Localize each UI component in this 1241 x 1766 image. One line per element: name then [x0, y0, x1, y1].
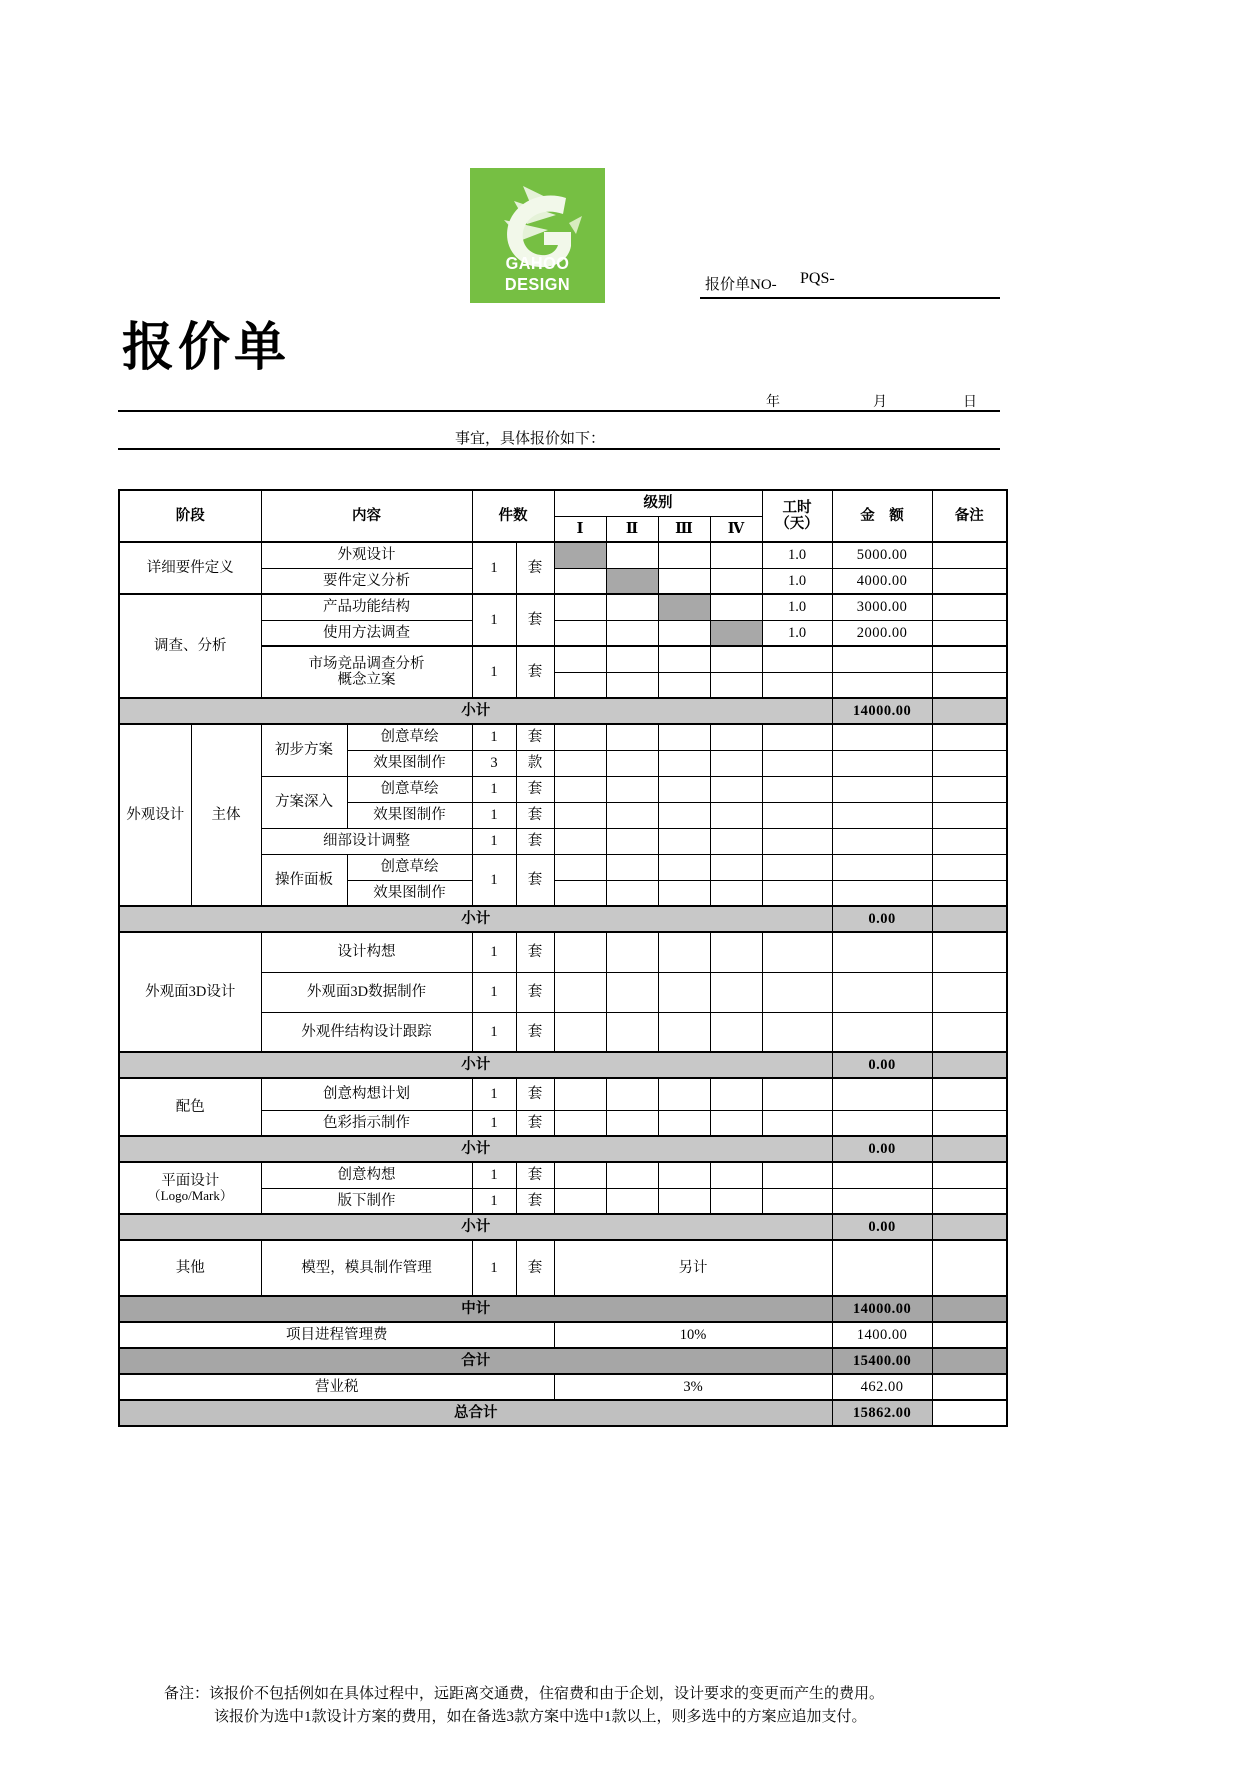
- level-cell-2: [606, 972, 658, 1012]
- tax-row: [119, 1374, 1007, 1400]
- level-cell-4: [710, 594, 762, 620]
- remark-cell: [932, 672, 1007, 698]
- midtotal-row: [119, 1296, 1007, 1322]
- content-cell: 使用方法调查: [261, 620, 472, 646]
- level-cell-3: [658, 802, 710, 828]
- unit-cell: 套: [516, 972, 554, 1012]
- stage-cell: 其他: [119, 1240, 261, 1296]
- amount-cell: [832, 802, 932, 828]
- content-cell: 外观面3D数据制作: [261, 972, 472, 1012]
- th-hours-line1: 工时: [782, 499, 812, 516]
- stage-cell: 外观设计: [119, 724, 191, 906]
- level-cell-3: [658, 620, 710, 646]
- subtotal-row: [119, 698, 1007, 724]
- th-level: 级别: [554, 490, 762, 516]
- table-row: [119, 1240, 1007, 1296]
- level-cell-4: [710, 1162, 762, 1188]
- mgmt-fee-label: 项目进程管理费: [119, 1322, 554, 1348]
- th-level-4: Ⅳ: [710, 516, 762, 542]
- amount-cell: [832, 1188, 932, 1214]
- level-cell-4: [710, 854, 762, 880]
- remark-cell: [932, 972, 1007, 1012]
- content-cell: 设计构想: [261, 932, 472, 972]
- qty-cell: 3: [472, 750, 516, 776]
- note-line-1: 备注：该报价不包括例如在具体过程中，远距离交通费，住宿费和由于企划，设计要求的变更而产生的费用。: [164, 1686, 885, 1702]
- extra-note-cell: 另计: [554, 1240, 832, 1296]
- level-cell-1: [554, 802, 606, 828]
- midtotal-amount: 14000.00: [832, 1296, 932, 1322]
- qty-cell: 1: [472, 802, 516, 828]
- level-cell-4: [710, 568, 762, 594]
- qty-cell: 1: [472, 1078, 516, 1110]
- level-cell-1: [554, 1110, 606, 1136]
- level-cell-2: [606, 854, 658, 880]
- amount-cell: [832, 972, 932, 1012]
- amount-cell: [832, 724, 932, 750]
- gahoo-logo: [470, 168, 605, 303]
- amount-cell: [832, 1012, 932, 1052]
- th-qty: 件数: [472, 490, 554, 542]
- level-cell-4: [710, 802, 762, 828]
- qty-cell: 1: [472, 724, 516, 750]
- stage-line1: 平面设计: [161, 1172, 220, 1189]
- tax-amount: 462.00: [832, 1374, 932, 1400]
- level-cell-1: [554, 594, 606, 620]
- level-cell-1: [554, 750, 606, 776]
- amount-cell: [832, 1110, 932, 1136]
- remark-cell: [932, 1012, 1007, 1052]
- subtotal-amount: 0.00: [832, 1136, 932, 1162]
- level-cell-4: [710, 828, 762, 854]
- th-remark: 备注: [932, 490, 1007, 542]
- th-level-2: Ⅱ: [606, 516, 658, 542]
- quote-no-underline: [700, 297, 1000, 299]
- th-stage: 阶段: [119, 490, 261, 542]
- level-cell-1: [554, 776, 606, 802]
- level-cell-1: [554, 542, 606, 568]
- unit-cell: 套: [516, 932, 554, 972]
- amount-cell: 4000.00: [832, 568, 932, 594]
- footer-notes: [118, 1683, 1123, 1730]
- unit-cell: 套: [516, 802, 554, 828]
- content-cell: 创意草绘: [347, 854, 472, 880]
- unit-cell: 套: [516, 1012, 554, 1052]
- subtotal-label: 小计: [119, 698, 832, 724]
- level-cell-4: [710, 1110, 762, 1136]
- hours-cell: [762, 776, 832, 802]
- hours-cell: 1.0: [762, 568, 832, 594]
- subtotal-amount: 0.00: [832, 906, 932, 932]
- group-cell: 初步方案: [261, 724, 347, 776]
- level-cell-4: [710, 972, 762, 1012]
- qty-cell: 1: [472, 932, 516, 972]
- grand-total-label: 总合计: [119, 1400, 832, 1426]
- unit-cell: 套: [516, 828, 554, 854]
- level-cell-1: [554, 932, 606, 972]
- th-level-1: Ⅰ: [554, 516, 606, 542]
- content-cell: 效果图制作: [347, 802, 472, 828]
- tax-remark: [932, 1374, 1007, 1400]
- qty-cell: 1: [472, 1188, 516, 1214]
- table-row: [119, 1162, 1007, 1188]
- matter-text: 事宜，具体报价如下：: [455, 431, 606, 447]
- content-cell: [261, 646, 472, 698]
- level-cell-1: [554, 972, 606, 1012]
- content-cell: 创意构想计划: [261, 1078, 472, 1110]
- mgmt-fee-amount: 1400.00: [832, 1322, 932, 1348]
- qty-cell: 1: [472, 776, 516, 802]
- stage-cell: 调查、分析: [119, 594, 261, 698]
- content-line1: 市场竞品调查分析: [308, 655, 425, 672]
- amount-cell: [832, 1162, 932, 1188]
- remark-cell: [932, 646, 1007, 672]
- level-cell-1: [554, 646, 606, 672]
- subtotal-row: [119, 906, 1007, 932]
- hours-cell: [762, 1012, 832, 1052]
- th-hours: [762, 490, 832, 542]
- subtotal-amount: 0.00: [832, 1052, 932, 1078]
- total-amount: 15400.00: [832, 1348, 932, 1374]
- remark-cell: [932, 776, 1007, 802]
- subject-cell: 主体: [191, 724, 261, 906]
- table-row: [119, 932, 1007, 972]
- level-cell-1: [554, 620, 606, 646]
- remark-cell: [932, 1110, 1007, 1136]
- level-cell-2: [606, 776, 658, 802]
- remark-cell: [932, 542, 1007, 568]
- mgmt-fee-rate: 10%: [554, 1322, 832, 1348]
- grand-total-remark: [932, 1400, 1007, 1426]
- level-cell-2: [606, 620, 658, 646]
- content-cell: 效果图制作: [347, 750, 472, 776]
- content-cell: 要件定义分析: [261, 568, 472, 594]
- level-cell-3: [658, 854, 710, 880]
- stage-line2: （Logo/Mark）: [147, 1187, 233, 1203]
- total-row: [119, 1348, 1007, 1374]
- unit-cell: 套: [516, 854, 554, 906]
- logo-text: GAHOO DESIGN: [504, 253, 571, 294]
- level-cell-4: [710, 1078, 762, 1110]
- qty-cell: 1: [472, 1240, 516, 1296]
- group-cell: 方案深入: [261, 776, 347, 828]
- unit-cell: 套: [516, 594, 554, 646]
- unit-cell: 套: [516, 1188, 554, 1214]
- qty-cell: 1: [472, 828, 516, 854]
- remark-cell: [932, 1162, 1007, 1188]
- amount-cell: [832, 1078, 932, 1110]
- stage-cell: 外观面3D设计: [119, 932, 261, 1052]
- content-cell: 细部设计调整: [261, 828, 472, 854]
- hours-cell: [762, 750, 832, 776]
- tax-rate: 3%: [554, 1374, 832, 1400]
- level-cell-3: [658, 542, 710, 568]
- level-cell-1: [554, 1162, 606, 1188]
- quote-no-code: PQS-: [800, 270, 835, 287]
- level-cell-2: [606, 1110, 658, 1136]
- content-cell: 效果图制作: [347, 880, 472, 906]
- level-cell-2: [606, 1012, 658, 1052]
- hours-cell: 1.0: [762, 594, 832, 620]
- subtotal-row: [119, 1136, 1007, 1162]
- level-cell-4: [710, 750, 762, 776]
- hours-cell: [762, 724, 832, 750]
- level-cell-2: [606, 932, 658, 972]
- table-row: [119, 542, 1007, 568]
- content-cell: 创意草绘: [347, 724, 472, 750]
- content-cell: 外观设计: [261, 542, 472, 568]
- unit-cell: 套: [516, 1162, 554, 1188]
- table-row: [119, 594, 1007, 620]
- qty-cell: 1: [472, 1110, 516, 1136]
- level-cell-1: [554, 828, 606, 854]
- subtotal-label: 小计: [119, 1136, 832, 1162]
- level-cell-3: [658, 594, 710, 620]
- level-cell-3: [658, 672, 710, 698]
- qty-cell: 1: [472, 972, 516, 1012]
- total-label: 合计: [119, 1348, 832, 1374]
- content-cell: 创意构想: [261, 1162, 472, 1188]
- content-line2: 概念立案: [337, 672, 396, 688]
- level-cell-3: [658, 828, 710, 854]
- unit-cell: 套: [516, 646, 554, 698]
- level-cell-3: [658, 776, 710, 802]
- date-day-label: 日: [963, 395, 977, 410]
- level-cell-4: [710, 724, 762, 750]
- unit-cell: 套: [516, 776, 554, 802]
- unit-cell: 套: [516, 724, 554, 750]
- level-cell-3: [658, 1162, 710, 1188]
- remark-cell: [932, 594, 1007, 620]
- subtotal-remark: [932, 1136, 1007, 1162]
- remark-cell: [932, 620, 1007, 646]
- midtotal-label: 中计: [119, 1296, 832, 1322]
- subtotal-label: 小计: [119, 1052, 832, 1078]
- level-cell-2: [606, 880, 658, 906]
- level-cell-3: [658, 1012, 710, 1052]
- level-cell-4: [710, 646, 762, 672]
- subtotal-amount: 14000.00: [832, 698, 932, 724]
- level-cell-2: [606, 672, 658, 698]
- total-remark: [932, 1348, 1007, 1374]
- remark-cell: [932, 854, 1007, 880]
- remark-cell: [932, 880, 1007, 906]
- subtotal-remark: [932, 906, 1007, 932]
- hours-cell: [762, 880, 832, 906]
- stage-cell: 详细要件定义: [119, 542, 261, 594]
- unit-cell: 套: [516, 1110, 554, 1136]
- hours-cell: 1.0: [762, 542, 832, 568]
- hours-cell: [762, 646, 832, 672]
- hours-cell: [762, 1078, 832, 1110]
- amount-cell: [832, 828, 932, 854]
- subtotal-row: [119, 1052, 1007, 1078]
- subtotal-remark: [932, 1214, 1007, 1240]
- qty-cell: 1: [472, 1162, 516, 1188]
- level-cell-1: [554, 1078, 606, 1110]
- tax-label: 营业税: [119, 1374, 554, 1400]
- hours-cell: [762, 932, 832, 972]
- content-cell: 色彩指示制作: [261, 1110, 472, 1136]
- level-cell-4: [710, 1012, 762, 1052]
- remark-cell: [932, 802, 1007, 828]
- table-row: [119, 1078, 1007, 1110]
- subtotal-remark: [932, 1052, 1007, 1078]
- subtotal-row: [119, 1214, 1007, 1240]
- th-amount: 金 额: [832, 490, 932, 542]
- content-cell: 版下制作: [261, 1188, 472, 1214]
- hours-cell: [762, 1110, 832, 1136]
- level-cell-2: [606, 1188, 658, 1214]
- remark-cell: [932, 568, 1007, 594]
- date-month-label: 月: [873, 395, 887, 410]
- level-cell-2: [606, 802, 658, 828]
- midtotal-remark: [932, 1296, 1007, 1322]
- amount-cell: [832, 854, 932, 880]
- amount-cell: [832, 672, 932, 698]
- date-year-label: 年: [766, 395, 780, 410]
- level-cell-2: [606, 568, 658, 594]
- amount-cell: 3000.00: [832, 594, 932, 620]
- table-row: [119, 724, 1007, 750]
- stage-cell: [119, 1162, 261, 1214]
- unit-cell: 套: [516, 1078, 554, 1110]
- level-cell-4: [710, 672, 762, 698]
- level-cell-3: [658, 1110, 710, 1136]
- remark-cell: [932, 1188, 1007, 1214]
- level-cell-3: [658, 750, 710, 776]
- level-cell-1: [554, 1188, 606, 1214]
- level-cell-2: [606, 646, 658, 672]
- date-underline: [118, 410, 1000, 412]
- level-cell-4: [710, 1188, 762, 1214]
- remark-cell: [932, 828, 1007, 854]
- level-cell-3: [658, 880, 710, 906]
- subtotal-label: 小计: [119, 1214, 832, 1240]
- level-cell-1: [554, 854, 606, 880]
- quotation-table-wrap: [118, 489, 1006, 1427]
- hours-cell: [762, 802, 832, 828]
- level-cell-4: [710, 932, 762, 972]
- level-cell-4: [710, 776, 762, 802]
- subtotal-remark: [932, 698, 1007, 724]
- qty-cell: 1: [472, 646, 516, 698]
- amount-cell: 2000.00: [832, 620, 932, 646]
- level-cell-2: [606, 750, 658, 776]
- level-cell-3: [658, 1078, 710, 1110]
- qty-cell: 1: [472, 1012, 516, 1052]
- level-cell-4: [710, 880, 762, 906]
- unit-cell: 套: [516, 542, 554, 594]
- level-cell-2: [606, 1162, 658, 1188]
- remark-cell: [932, 1240, 1007, 1296]
- unit-cell: 套: [516, 1240, 554, 1296]
- amount-cell: [832, 880, 932, 906]
- th-level-3: Ⅲ: [658, 516, 710, 542]
- note-line-2: 该报价为选中1款设计方案的费用，如在备选3款方案中选中1款以上，则多选中的方案应追加支付。: [214, 1709, 867, 1726]
- level-cell-2: [606, 724, 658, 750]
- content-cell: 产品功能结构: [261, 594, 472, 620]
- remark-cell: [932, 932, 1007, 972]
- level-cell-3: [658, 1188, 710, 1214]
- level-cell-3: [658, 972, 710, 1012]
- table-header-row: [119, 490, 1007, 516]
- level-cell-1: [554, 672, 606, 698]
- matter-underline: [118, 448, 1000, 450]
- hours-cell: [762, 828, 832, 854]
- level-cell-2: [606, 1078, 658, 1110]
- qty-cell: 1: [472, 594, 516, 646]
- amount-cell: [832, 1240, 932, 1296]
- hours-cell: [762, 672, 832, 698]
- page-title: 报价单: [122, 319, 291, 377]
- amount-cell: 5000.00: [832, 542, 932, 568]
- quotation-table: [118, 489, 1008, 1427]
- level-cell-4: [710, 542, 762, 568]
- hours-cell: [762, 1188, 832, 1214]
- content-cell: 外观件结构设计跟踪: [261, 1012, 472, 1052]
- mgmt-fee-remark: [932, 1322, 1007, 1348]
- qty-cell: 1: [472, 542, 516, 594]
- hours-cell: [762, 1162, 832, 1188]
- subtotal-amount: 0.00: [832, 1214, 932, 1240]
- level-cell-3: [658, 568, 710, 594]
- level-cell-1: [554, 568, 606, 594]
- quote-no-label: 报价单NO-: [705, 277, 777, 293]
- remark-cell: [932, 1078, 1007, 1110]
- hours-cell: [762, 972, 832, 1012]
- content-cell: 创意草绘: [347, 776, 472, 802]
- level-cell-3: [658, 724, 710, 750]
- amount-cell: [832, 776, 932, 802]
- stage-cell: 配色: [119, 1078, 261, 1136]
- amount-cell: [832, 750, 932, 776]
- level-cell-1: [554, 1012, 606, 1052]
- grand-total-amount: 15862.00: [832, 1400, 932, 1426]
- level-cell-1: [554, 724, 606, 750]
- unit-cell: 款: [516, 750, 554, 776]
- mgmt-fee-row: [119, 1322, 1007, 1348]
- remark-cell: [932, 750, 1007, 776]
- content-cell: 模型，模具制作管理: [261, 1240, 472, 1296]
- th-content: 内容: [261, 490, 472, 542]
- level-cell-4: [710, 620, 762, 646]
- remark-cell: [932, 724, 1007, 750]
- level-cell-1: [554, 880, 606, 906]
- level-cell-2: [606, 828, 658, 854]
- amount-cell: [832, 646, 932, 672]
- grand-total-row: [119, 1400, 1007, 1426]
- amount-cell: [832, 932, 932, 972]
- level-cell-2: [606, 542, 658, 568]
- level-cell-2: [606, 594, 658, 620]
- th-hours-line2: （天）: [775, 516, 819, 532]
- hours-cell: [762, 854, 832, 880]
- level-cell-3: [658, 932, 710, 972]
- level-cell-3: [658, 646, 710, 672]
- hours-cell: 1.0: [762, 620, 832, 646]
- qty-cell: 1: [472, 854, 516, 906]
- group-cell: 操作面板: [261, 854, 347, 906]
- subtotal-label: 小计: [119, 906, 832, 932]
